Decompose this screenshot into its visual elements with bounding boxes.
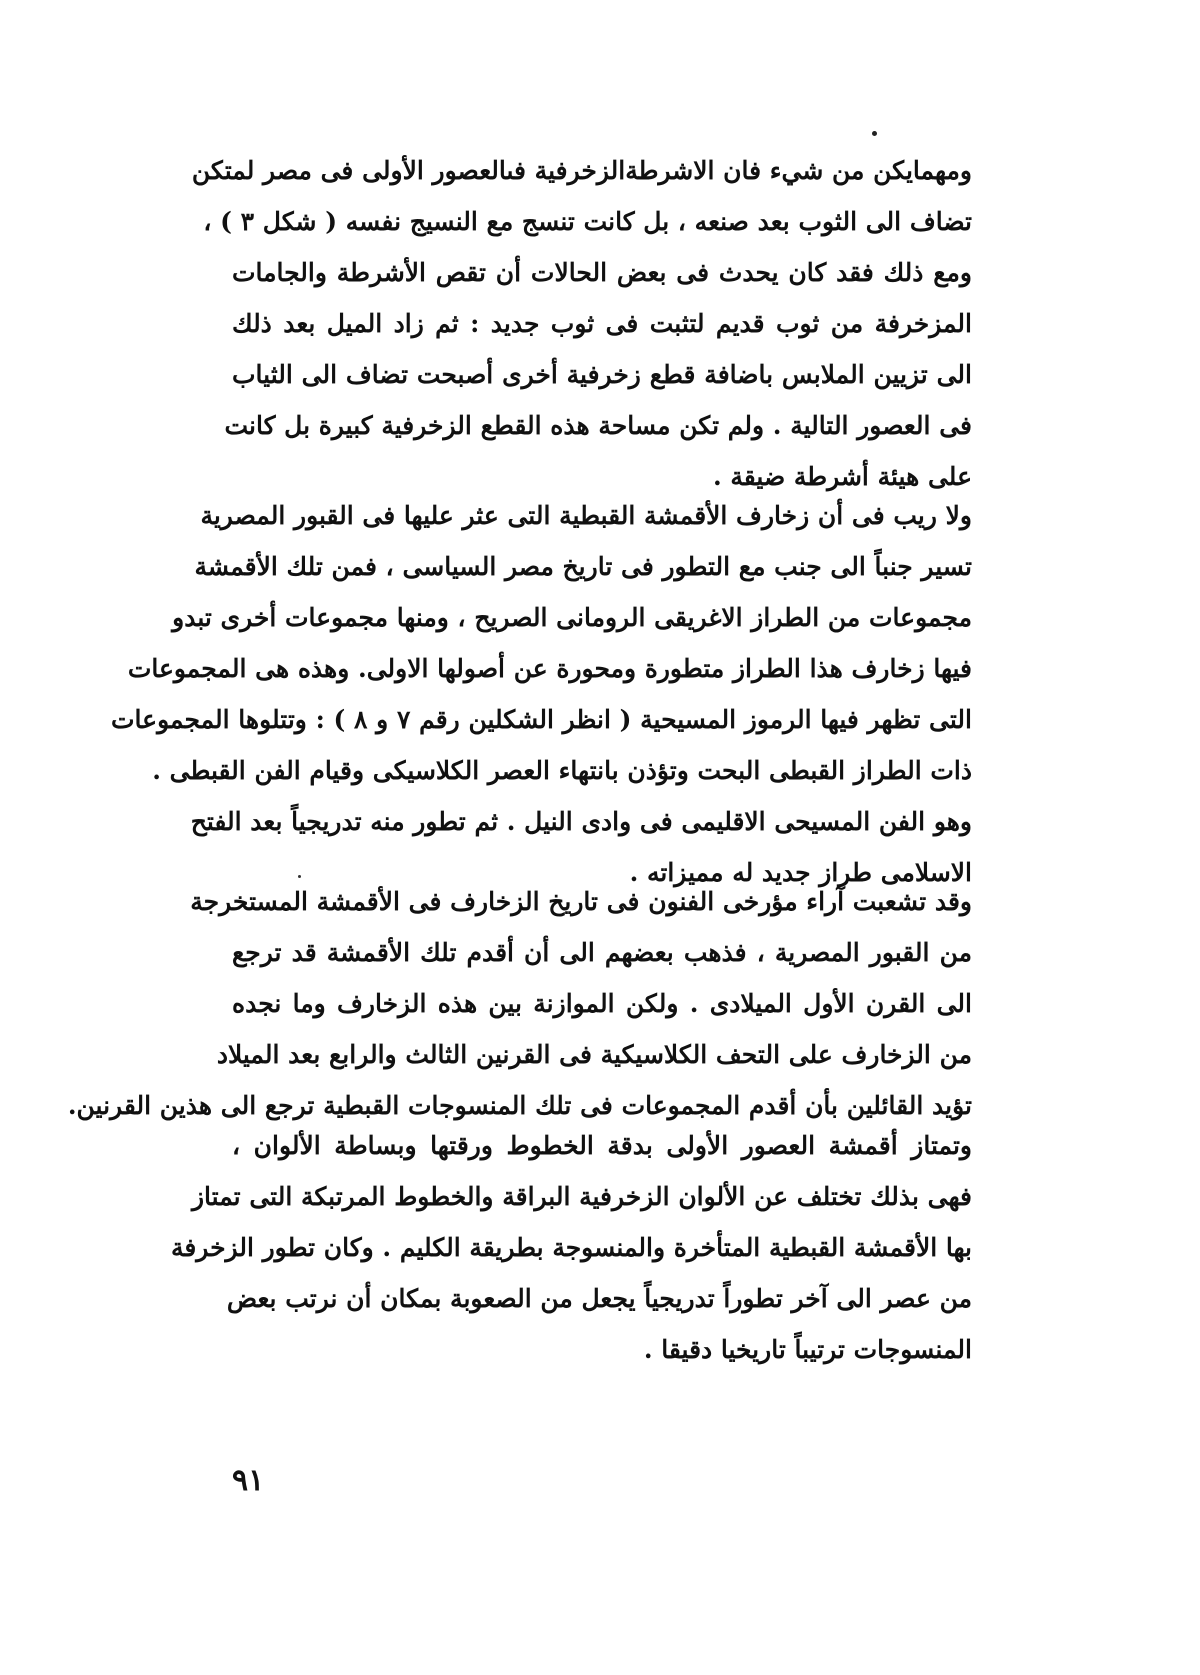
text-line: من عصر الى آخر تطوراً تدريجياً يجعل من الصعوبة بمكان أن نرتب بعض — [226, 1284, 972, 1313]
text-line: الى القرن الأول الميلادى . ولكن الموازنة بين هذه الزخارف وما نجده — [232, 989, 972, 1018]
paragraph-1 — [191, 145, 972, 502]
text-line: ومهمايكن من شيء فان الاشرطةالزخرفية فىالعصور الأولى فى مصر لمتكن — [191, 156, 972, 185]
text-line: مجموعات من الطراز الاغريقى الرومانى الصريح ، ومنها مجموعات أخرى تبدو — [172, 603, 972, 632]
text-line: تضاف الى الثوب بعد صنعه ، بل كانت تنسج مع النسيج نفسه ( شكل ٣ ) ، — [203, 207, 972, 236]
text-line: من الزخارف على التحف الكلاسيكية فى القرنين الثالث والرابع بعد الميلاد — [216, 1040, 972, 1069]
text-line: وقد تشعبت آراء مؤرخى الفنون فى تاريخ الزخارف فى الأقمشة المستخرجة — [190, 887, 972, 916]
paragraph-4 — [170, 1120, 972, 1375]
paragraph-2 — [111, 490, 972, 898]
text-line: الاسلامى طراز جديد له مميزاته . — [629, 858, 972, 887]
text-line: ومع ذلك فقد كان يحدث فى بعض الحالات أن تقص الأشرطة والجامات — [232, 258, 972, 287]
text-line: تسير جنباً الى جنب مع التطور فى تاريخ مصر السياسى ، فمن تلك الأقمشة — [194, 552, 972, 581]
ink-dot — [872, 131, 877, 136]
text-line: على هيئة أشرطة ضيقة . — [712, 462, 972, 491]
text-line: ذات الطراز القبطى البحت وتؤذن بانتهاء العصر الكلاسيكى وقيام الفن القبطى . — [152, 756, 972, 785]
text-line: المزخرفة من ثوب قديم لتثبت فى ثوب جديد : ثم زاد الميل بعد ذلك — [232, 309, 972, 338]
text-line: الى تزيين الملابس باضافة قطع زخرفية أخرى أصبحت تضاف الى الثياب — [232, 360, 972, 389]
text-line: تؤيد القائلين بأن أقدم المجموعات فى تلك المنسوجات القبطية ترجع الى هذين القرنين. — [67, 1091, 972, 1120]
text-line: وهو الفن المسيحى الاقليمى فى وادى النيل . ثم تطور منه تدريجياً بعد الفتح — [190, 807, 972, 836]
text-line: التى تظهر فيها الرموز المسيحية ( انظر الشكلين رقم ٧ و ٨ ) : وتتلوها المجموعات — [111, 705, 972, 734]
paragraph-3 — [67, 876, 972, 1131]
text-line: المنسوجات ترتيباً تاريخيا دقيقا . — [643, 1335, 972, 1364]
text-line: بها الأقمشة القبطية المتأخرة والمنسوجة بطريقة الكليم . وكان تطور الزخرفة — [170, 1233, 972, 1262]
text-line: من القبور المصرية ، فذهب بعضهم الى أن أقدم تلك الأقمشة قد ترجع — [232, 938, 972, 967]
text-line: فيها زخارف هذا الطراز متطورة ومحورة عن أصولها الاولى. وهذه هى المجموعات — [127, 654, 972, 683]
text-line: فهى بذلك تختلف عن الألوان الزخرفية البراقة والخطوط المرتبكة التى تمتاز — [191, 1182, 972, 1211]
text-line: فى العصور التالية . ولم تكن مساحة هذه القطع الزخرفية كبيرة بل كانت — [224, 411, 972, 440]
text-line: وتمتاز أقمشة العصور الأولى بدقة الخطوط ورقتها وبساطة الألوان ، — [232, 1131, 972, 1160]
text-line: ولا ريب فى أن زخارف الأقمشة القبطية التى عثر عليها فى القبور المصرية — [200, 501, 972, 530]
page-number: ٩١ — [232, 1463, 265, 1498]
